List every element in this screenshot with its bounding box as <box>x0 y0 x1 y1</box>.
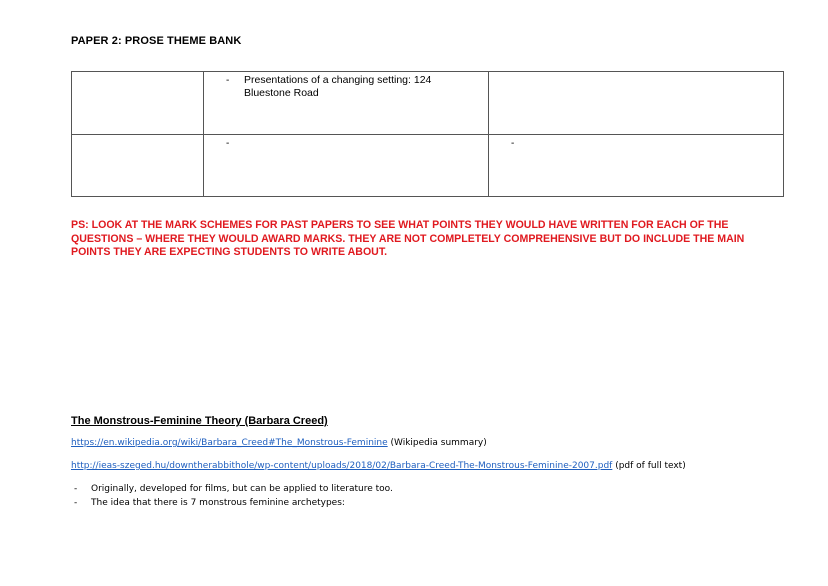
bullet-list <box>71 482 393 510</box>
pdf-link[interactable]: http://ieas-szeged.hu/downtherabbithole/wp-content/uploads/2018/02/Barbara-Creed-The-Monstrous-Feminine-2007.pdf <box>71 461 613 471</box>
page-header: PAPER 2: PROSE THEME BANK <box>71 35 242 47</box>
table-cell <box>489 135 784 197</box>
table-cell <box>204 72 489 135</box>
dash-bullet: - <box>226 138 230 149</box>
table-cell <box>72 72 204 135</box>
dash-bullet: - <box>511 138 515 149</box>
table-row <box>72 72 784 135</box>
theme-table <box>71 71 784 197</box>
link-note: (pdf of full text) <box>612 461 686 471</box>
link-note: (Wikipedia summary) <box>387 438 487 448</box>
list-item-text: Originally, developed for films, but can be applied to literature too. <box>91 484 393 494</box>
table-cell <box>204 135 489 197</box>
table-cell <box>72 135 204 197</box>
table-row <box>72 135 784 197</box>
table-cell <box>489 72 784 135</box>
bullet-marker: - <box>74 484 78 494</box>
list-item <box>71 496 393 510</box>
list-item-text: The idea that there is 7 monstrous feminine archetypes: <box>91 498 345 508</box>
list-item <box>71 482 393 496</box>
pdf-link-line <box>71 461 686 471</box>
section-title: The Monstrous-Feminine Theory (Barbara Creed) <box>71 415 328 427</box>
bullet-marker: - <box>74 498 78 508</box>
wikipedia-link-line <box>71 438 487 448</box>
wikipedia-link[interactable]: https://en.wikipedia.org/wiki/Barbara_Creed#The_Monstrous-Feminine <box>71 438 388 448</box>
dash-bullet: - <box>226 75 230 86</box>
cell-text: Presentations of a changing setting: 124 Bluestone Road <box>244 74 432 99</box>
mark-scheme-notice: PS: LOOK AT THE MARK SCHEMES FOR PAST PAPERS TO SEE WHAT POINTS THEY WOULD HAVE WRITTEN FOR EACH OF THE QUESTIONS – WHERE THEY WOULD AWARD MARKS. THEY ARE NOT COMPLETELY COMPREHENSIVE BUT DO INCLUDE THE MAIN POINTS THEY ARE EXPECTING STUDENTS TO WRITE ABOUT. <box>71 219 745 258</box>
